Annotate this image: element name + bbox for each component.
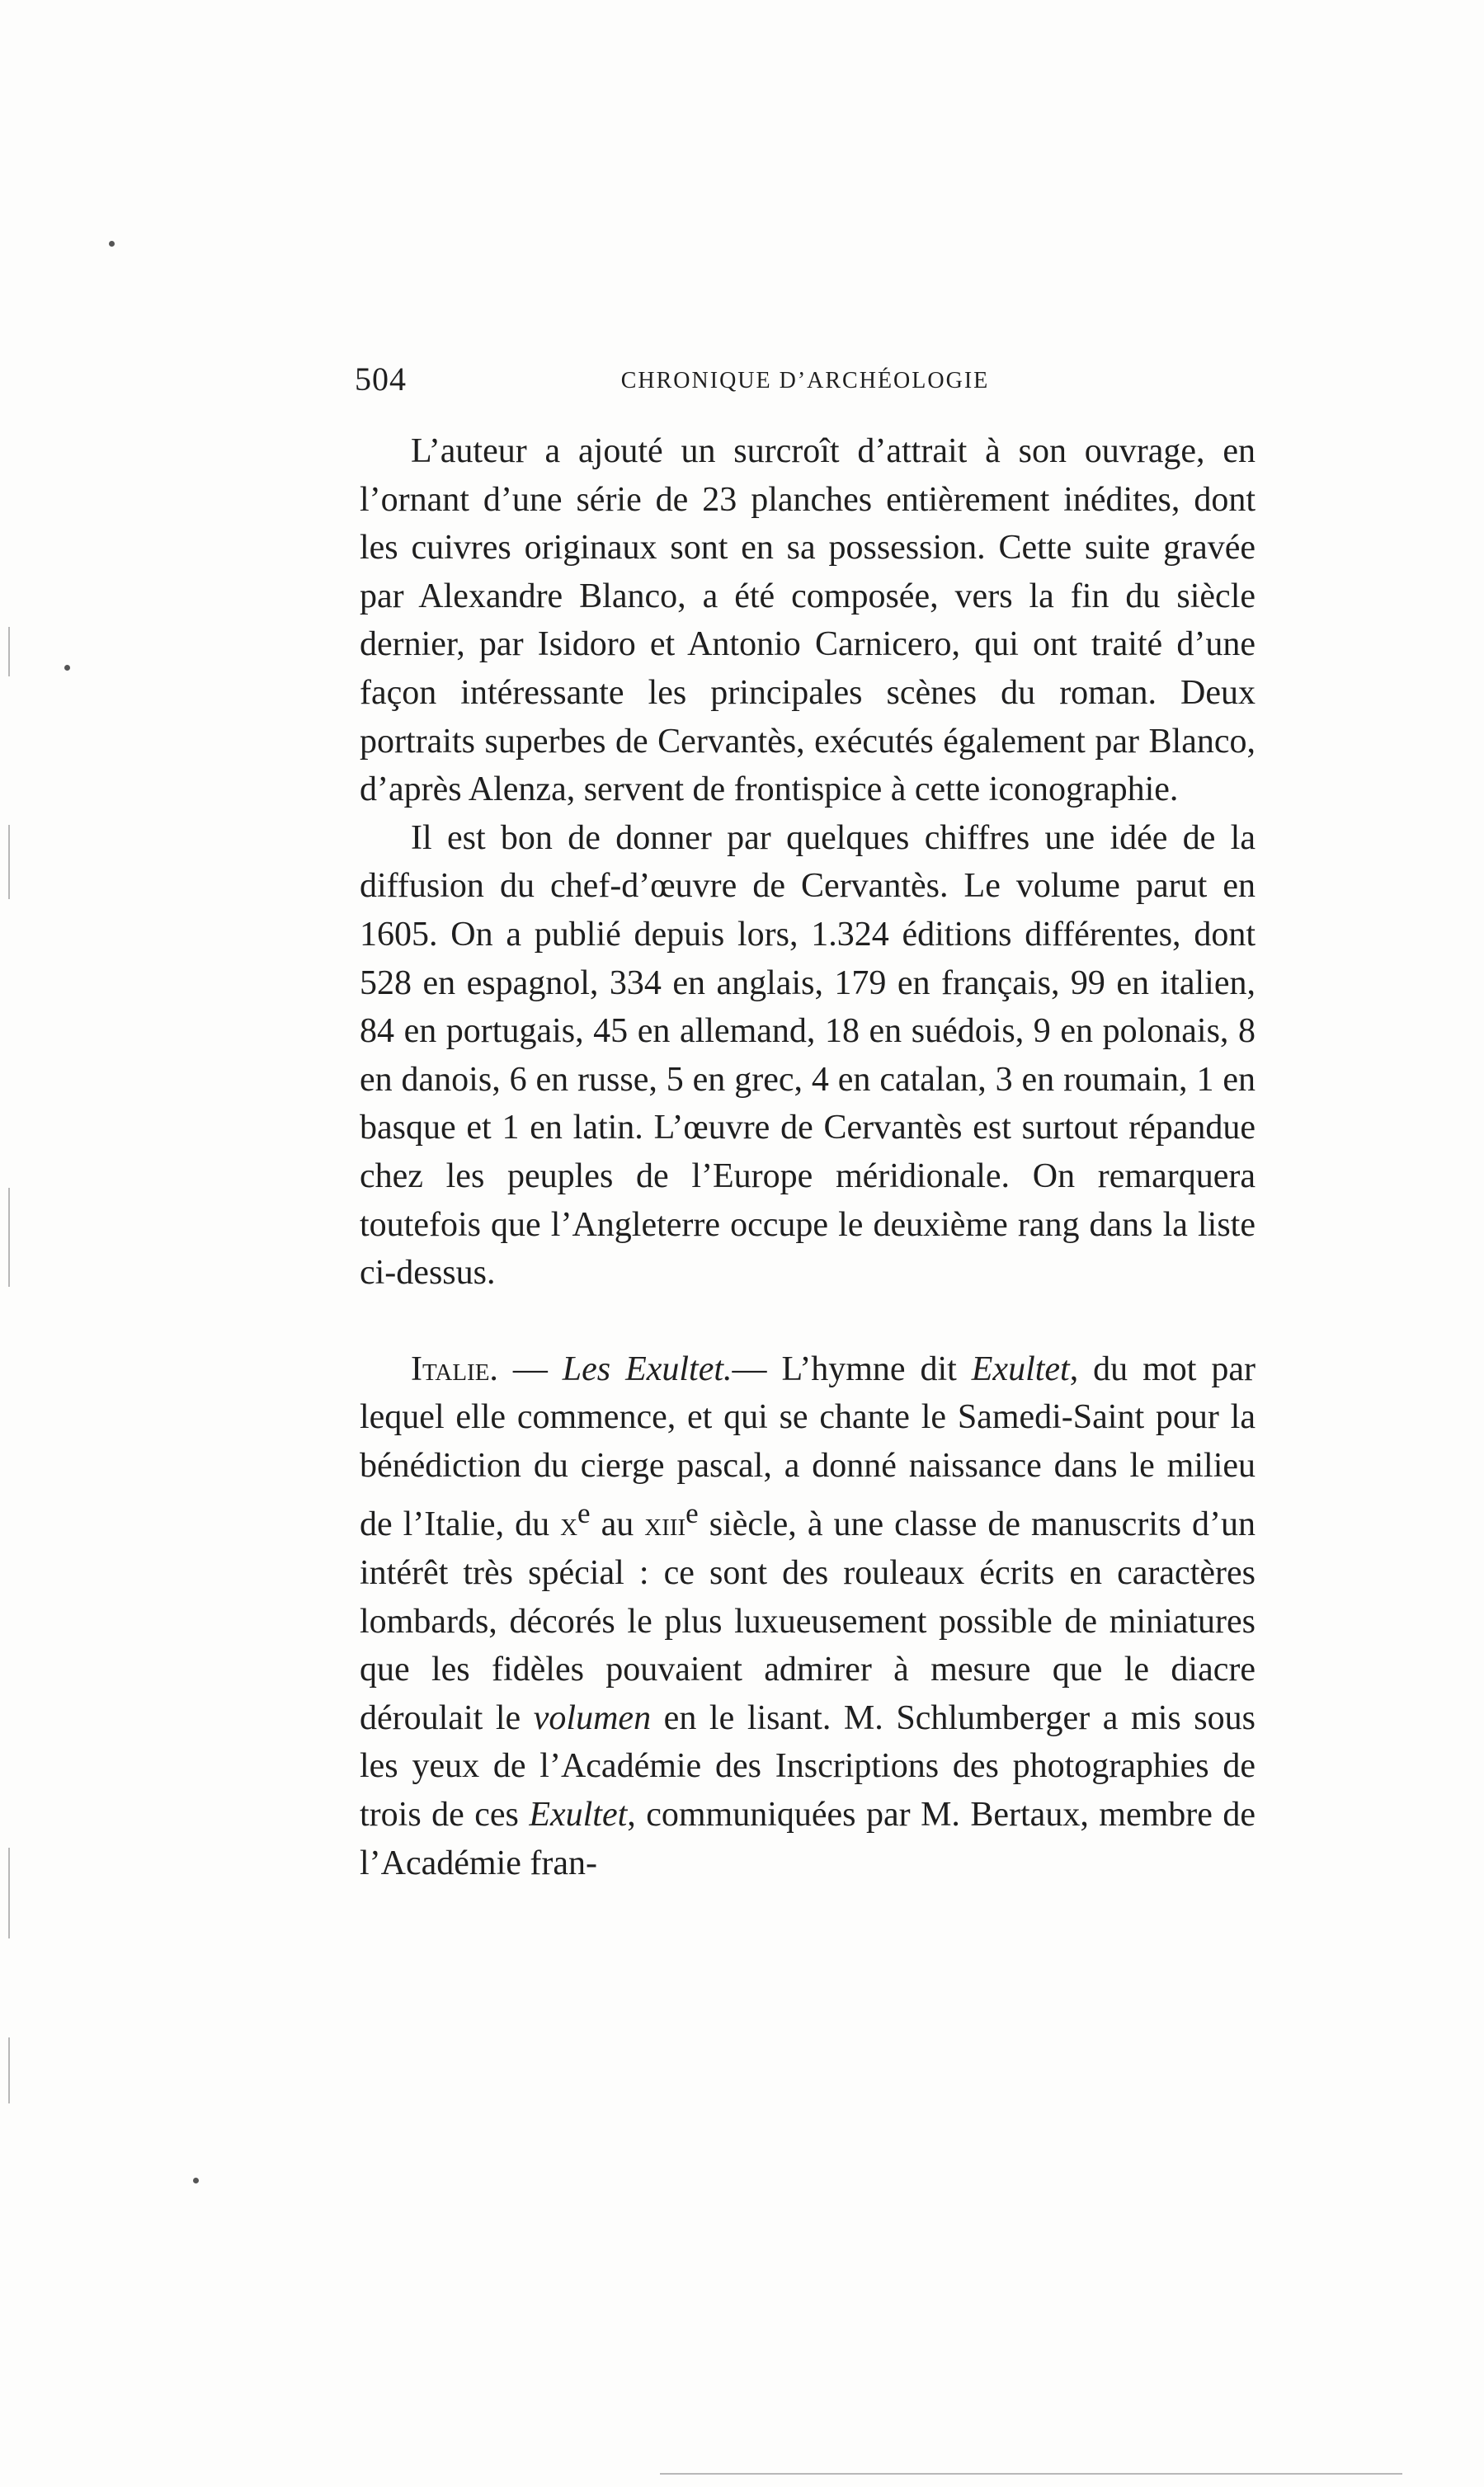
scan-artifact-line [8, 2037, 10, 2103]
text-run: en le lisant. M. Schlumberger a mis sous les yeux de l’Académie des Inscriptions des photographies de trois de ces [360, 1698, 1256, 1835]
section-label-italie: Italie. [411, 1349, 498, 1388]
scan-artifact-dot [109, 241, 115, 247]
page-number: 504 [355, 360, 407, 398]
italic-term: Exultet [529, 1796, 628, 1835]
scan-artifact-line [8, 825, 10, 899]
scan-artifact-dot [64, 665, 70, 671]
scan-artifact-line [8, 627, 10, 676]
scan-artifact-line [660, 2473, 1402, 2475]
text-run: , communiquées par M. Bertaux, membre de l’Académie fran- [360, 1796, 1256, 1882]
century-superscript: e [577, 1497, 591, 1530]
paragraph-italie-exultet [360, 1345, 1256, 1888]
scan-artifact-line [8, 1848, 10, 1938]
em-dash: — [497, 1349, 563, 1388]
text-run: L’hymne dit [781, 1349, 972, 1388]
italic-term: Exultet [971, 1349, 1070, 1388]
italic-term: volumen [533, 1698, 652, 1737]
scan-artifact-line [8, 1188, 10, 1287]
running-head: CHRONIQUE D’ARCHÉOLOGIE [620, 368, 990, 393]
text-run: , du mot par lequel elle commence, et qui se chante le Samedi-Saint pour la bénédiction du cierge pascal, a donné naissance dans le milieu de l’Italie, du [360, 1349, 1256, 1544]
scan-artifact-dot [193, 2178, 199, 2183]
body-text [360, 427, 1256, 1887]
paragraph-editions: Il est bon de donner par quelques chiffres une idée de la diffusion du chef-d’œuvre de Cervantès. Le volume parut en 1605. On a publié depuis lors, 1.324 éditions différentes, dont 528 en espagnol, 334 en anglais, 179 en français, 99 en italien, 84 en portugais, 45 en allemand, 18 en suédois, 9 en polonais, 8 en danois, 6 en russe, 5 en grec, 4 en catalan, 3 en roumain, 1 en basque et 1 en latin. L’œuvre de Cervantès est surtout répandue chez les peuples de l’Europe méridionale. On remarquera toutefois que l’Angleterre occupe le deuxième rang dans la liste ci-dessus. [360, 818, 1256, 1293]
section-title-exultet: Les Exultet. [562, 1349, 733, 1388]
century-superscript: e [685, 1497, 699, 1530]
century-numeral: x [560, 1505, 578, 1544]
century-numeral: xiii [644, 1505, 686, 1544]
text-run: au [590, 1505, 645, 1544]
em-dash: — [732, 1349, 782, 1388]
text-run: siècle, à une classe de manuscrits d’un intérêt très spécial : ce sont des rouleaux écrits en caractères lombards, décorés le plus luxueusement possible de miniatures que les fidèles pouvaient admirer à mesure que le diacre déroulait le [360, 1505, 1256, 1737]
page-header [355, 360, 1256, 409]
paragraph-illustrations: L’auteur a ajouté un surcroît d’attrait à son ouvrage, en l’ornant d’une série de 23 planches entièrement inédites, dont les cuivres originaux sont en sa possession. Cette suite gravée par Alexandre Blanco, a été composée, vers la fin du siècle dernier, par Isidoro et Antonio Carnicero, qui ont traité d’une façon intéressante les principales scènes du roman. Deux portraits superbes de Cervantès, exécutés également par Blanco, d’après Alenza, servent de frontispice à cette iconographie. [360, 432, 1256, 809]
